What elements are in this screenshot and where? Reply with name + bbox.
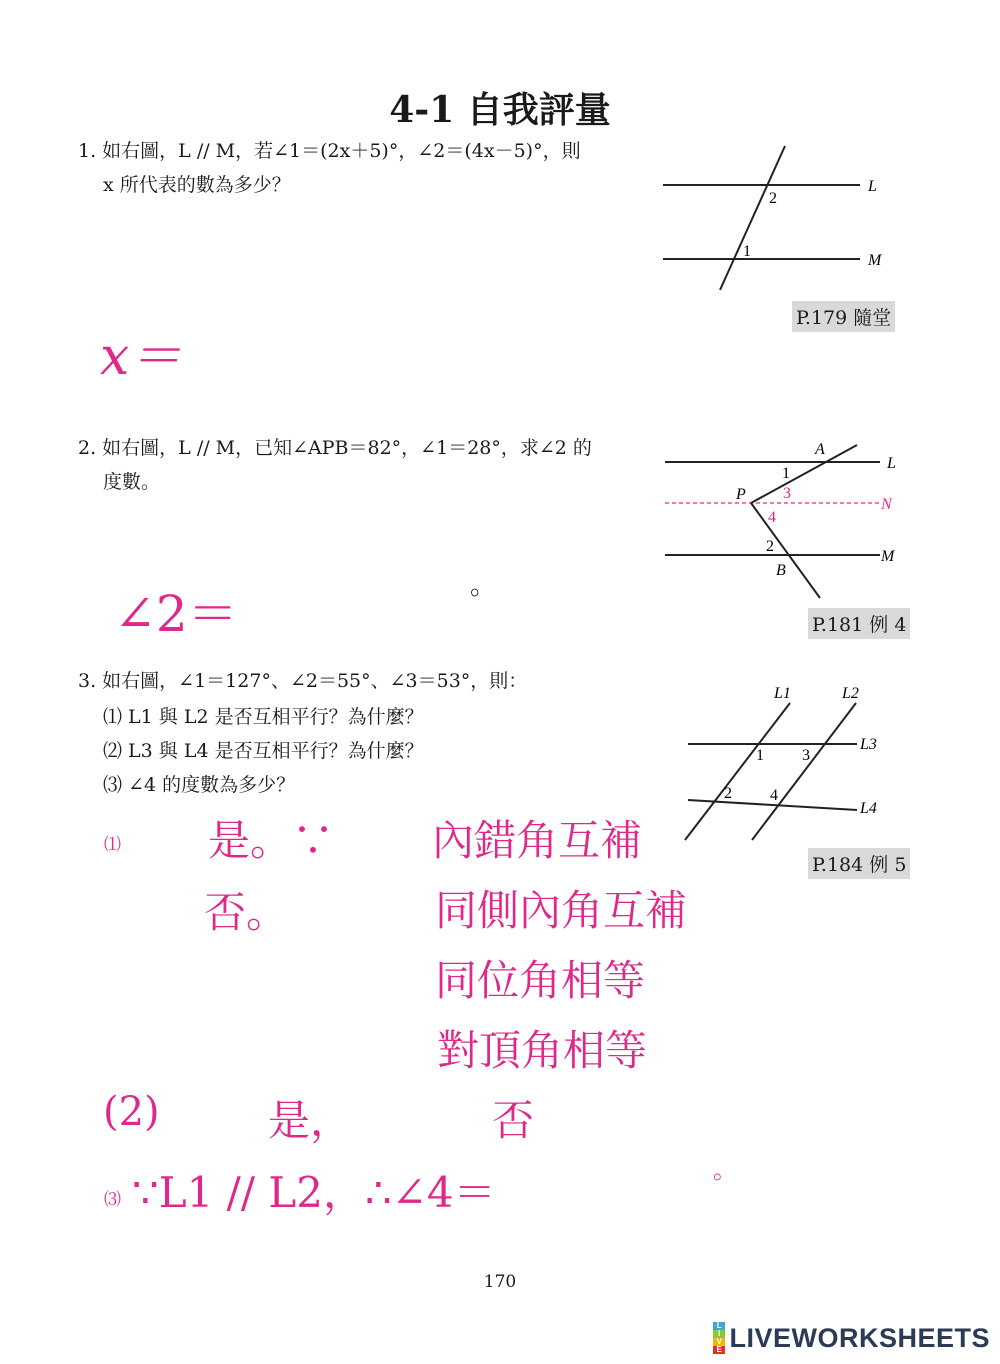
q3-reference: P.184 例 5 (808, 848, 910, 879)
answer-option-2[interactable]: 同側內角互補 (435, 886, 688, 935)
q3-angle-3: 3 (802, 747, 810, 764)
logo-mark-icon: L I V E (713, 1322, 725, 1354)
q1-line2: x 所代表的數為多少？ (103, 174, 291, 196)
q1-answer-label: x＝ (100, 327, 182, 387)
answer-option-3[interactable]: 同位角相等 (435, 956, 646, 1005)
answer-part3-text: ∵L1 // L2，∴∠4＝ (132, 1168, 496, 1217)
q1-label-M: M (868, 252, 882, 269)
q2-answer-label: ∠2＝ (114, 585, 238, 643)
q2-line2: 度數。 (103, 471, 161, 493)
answer-part2-no[interactable]: 否 (492, 1096, 535, 1145)
answer-part1-no[interactable]: 否。 (204, 888, 289, 937)
q1-reference: P.179 隨堂 (792, 301, 895, 332)
q3-angle-4: 4 (770, 787, 778, 804)
q3-line1: 3. 如右圖，∠1＝127°、∠2＝55°、∠3＝53°，則： (78, 670, 528, 692)
q2-label-A: A (815, 441, 825, 458)
answer-part2-yes[interactable]: 是， (268, 1096, 353, 1145)
q2-angle-3: 3 (783, 485, 791, 502)
answer-part3-end: 。 (713, 1156, 737, 1184)
q3-figure (680, 678, 900, 848)
answer-part2-label: (2) (103, 1089, 160, 1135)
q2-line1: 2. 如右圖，L // M，已知∠APB＝82°，∠1＝28°，求∠2 的 (78, 437, 592, 459)
q1-label-L: L (868, 178, 877, 195)
q3-line-L2 (752, 703, 856, 840)
q1-angle-2: 2 (769, 190, 777, 207)
q2-ray-PA (751, 445, 857, 503)
answer-part1-label: ⑴ (104, 835, 121, 855)
q3-line-L1 (685, 703, 790, 840)
q2-label-M: M (881, 548, 895, 565)
page-title: 4-1 自我評量 (389, 89, 611, 131)
q3-label-L1: L1 (774, 685, 791, 702)
answer-part1-yes[interactable]: 是。∵ (208, 816, 335, 865)
q2-ray-PB (751, 503, 820, 598)
answer-option-1[interactable]: 內錯角互補 (432, 816, 643, 865)
q2-angle-2: 2 (766, 538, 774, 555)
q2-angle-1: 1 (782, 465, 790, 482)
q2-label-L: L (887, 455, 896, 472)
q1-angle-1: 1 (743, 243, 751, 260)
q3-sub3: ⑶ ∠4 的度數為多少？ (103, 774, 296, 796)
answer-part3-label: ⑶ (104, 1190, 121, 1210)
page-number: 170 (483, 1272, 517, 1292)
q3-angle-1: 1 (756, 747, 764, 764)
q2-figure (655, 435, 915, 605)
q3-sub2: ⑵ L3 與 L4 是否互相平行？為什麼？ (103, 740, 424, 762)
liveworksheets-logo[interactable] (713, 1322, 990, 1354)
q2-reference: P.181 例 4 (808, 608, 910, 639)
q1-transversal (720, 146, 785, 290)
answer-option-4[interactable]: 對頂角相等 (437, 1026, 648, 1075)
q1-figure (655, 140, 905, 295)
q2-label-P: P (736, 486, 746, 503)
q2-label-B: B (776, 562, 786, 579)
q3-label-L4: L4 (860, 800, 877, 817)
q2-answer-end: 。 (470, 571, 497, 601)
q3-angle-2: 2 (724, 785, 732, 802)
q2-label-N: N (881, 496, 892, 513)
q1-line1: 1. 如右圖，L // M，若∠1＝(2x＋5)°，∠2＝(4x－5)°，則 (78, 140, 581, 162)
q3-label-L2: L2 (842, 685, 859, 702)
q3-sub1: ⑴ L1 與 L2 是否互相平行？為什麼？ (103, 706, 424, 728)
q3-label-L3: L3 (860, 736, 877, 753)
q2-angle-4: 4 (768, 509, 776, 526)
logo-text: LIVEWORKSHEETS (729, 1322, 990, 1353)
